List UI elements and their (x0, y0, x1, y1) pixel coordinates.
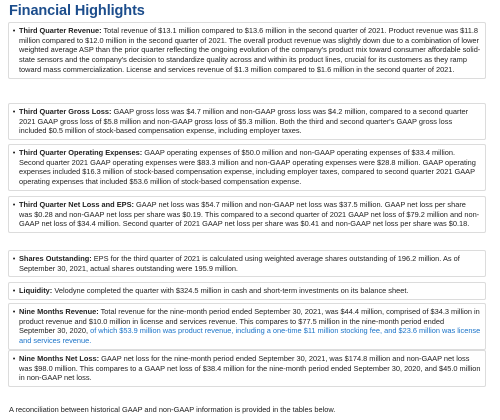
highlight-text (19, 148, 481, 187)
highlight-lead: Third Quarter Gross Loss: (19, 107, 112, 116)
bullet-icon: • (12, 307, 16, 316)
highlight-item-nine-months-net-loss (8, 350, 486, 387)
highlight-body: GAAP net loss was $54.7 million and non-GAAP net loss was $37.5 million. GAAP net loss per share was $0.28 and non-GAAP net loss per share was $0.19. This compared to a second quarter of 2021 GAAP net loss of $79.2 million and non-GAAP net loss of $34.4 million. Second quarter of 2021 GAAP net loss per share was $0.41 and non-GAAP net loss per share was $0.18. (19, 200, 480, 229)
highlight-text (19, 200, 481, 229)
highlight-item-third-quarter-net-loss-eps (8, 196, 486, 233)
highlight-lead: Third Quarter Revenue: (19, 26, 102, 35)
highlight-text (19, 354, 481, 383)
bullet-icon: • (12, 254, 16, 263)
bullet-icon: • (12, 148, 16, 157)
highlight-text (19, 254, 481, 273)
highlight-text (19, 307, 481, 346)
bullet-icon: • (12, 200, 16, 209)
highlight-link[interactable]: of which $53.9 million was product revenue, including a one-time $11 million stocking fee, and $23.6 million was license and services revenue. (19, 326, 481, 346)
highlight-lead: Third Quarter Operating Expenses: (19, 148, 143, 157)
highlight-lead: Nine Months Revenue: (19, 307, 99, 316)
highlight-item-nine-months-revenue (8, 303, 486, 350)
highlight-lead: Nine Months Net Loss: (19, 354, 100, 363)
bullet-icon: • (12, 107, 16, 116)
section-title: Financial Highlights (9, 3, 145, 19)
highlight-text (19, 286, 481, 296)
highlight-text (19, 26, 481, 75)
highlight-lead: Third Quarter Net Loss and EPS: (19, 200, 134, 209)
highlight-lead: Liquidity: (19, 286, 53, 295)
highlight-item-third-quarter-operating-expenses (8, 144, 486, 191)
bullet-icon: • (12, 354, 16, 363)
highlight-text (19, 107, 481, 136)
bullet-icon: • (12, 286, 16, 295)
highlight-body: Velodyne completed the quarter with $324.5 million in cash and short-term investments on its balance sheet. (52, 286, 409, 295)
highlight-body: GAAP operating expenses of $50.0 million and non-GAAP operating expenses of $33.4 million. Second quarter 2021 GAAP operating expenses were $83.3 million and non-GAAP operating expenses were $28.8 million. GAAP operating expenses included $16.3 million of stock-based compensation expense, including employer taxes, compared to second quarter 2021 GAAP operating expenses that included $53.6 million of stock-based compensation expense. (19, 148, 476, 187)
highlight-body: GAAP net loss for the nine-month period ended September 30, 2021, was $174.8 million and non-GAAP net loss was $98.0 million. This compares to a GAAP net loss of $38.4 million for the nine-month period ended September 30, 2020, and $45.0 million in non-GAAP net loss. (19, 354, 481, 383)
bullet-icon: • (12, 26, 16, 35)
highlight-body: GAAP gross loss was $4.7 million and non-GAAP gross loss was $4.2 million, compared to a second quarter 2021 GAAP gross loss of $5.8 million and non-GAAP gross loss of $5.3 million. Both the third and second quarter's GAAP gross loss included $0.5 million of stock-based compensation expense, including employer taxes. (19, 107, 469, 136)
highlight-item-third-quarter-gross-loss (8, 103, 486, 140)
highlight-body: Total revenue of $13.1 million compared to $13.6 million in the second quarter of 2021. Product revenue was $11.8 million compared to $12.0 million in the second quarter of 2021. The overall product revenue was slightly down due to a combination of lower weighted average ASP than the prior quarter reflecting the ongoing evolution of the company's product mix toward consumer affordable solid-state sensors and the company's decision to standardize quality across and within its product lines, crucial for its customers as they ramp toward mass commercialization. License and services revenue of $1.3 million compared to $1.6 million in the second quarter of 2021. (19, 26, 481, 74)
highlight-body: EPS for the third quarter of 2021 is calculated using weighted average shares outstanding of 196.2 million. As of September 30, 2021, actual shares outstanding were 195.9 million. (19, 254, 460, 273)
reconciliation-note: A reconciliation between historical GAAP and non-GAAP information is provided in the tables below. (9, 405, 336, 414)
highlight-item-liquidity (8, 282, 486, 300)
highlight-body: Total revenue for the nine-month period ended September 30, 2021, was $44.4 million, comprised of $34.3 million in product revenue and $10.0 million in license and services revenue. This compares to $77.5 million in the nine-month period ended September 30, 2020, (19, 307, 480, 336)
highlight-lead: Shares Outstanding: (19, 254, 92, 263)
highlight-item-third-quarter-revenue (8, 22, 486, 79)
highlight-item-shares-outstanding (8, 250, 486, 277)
